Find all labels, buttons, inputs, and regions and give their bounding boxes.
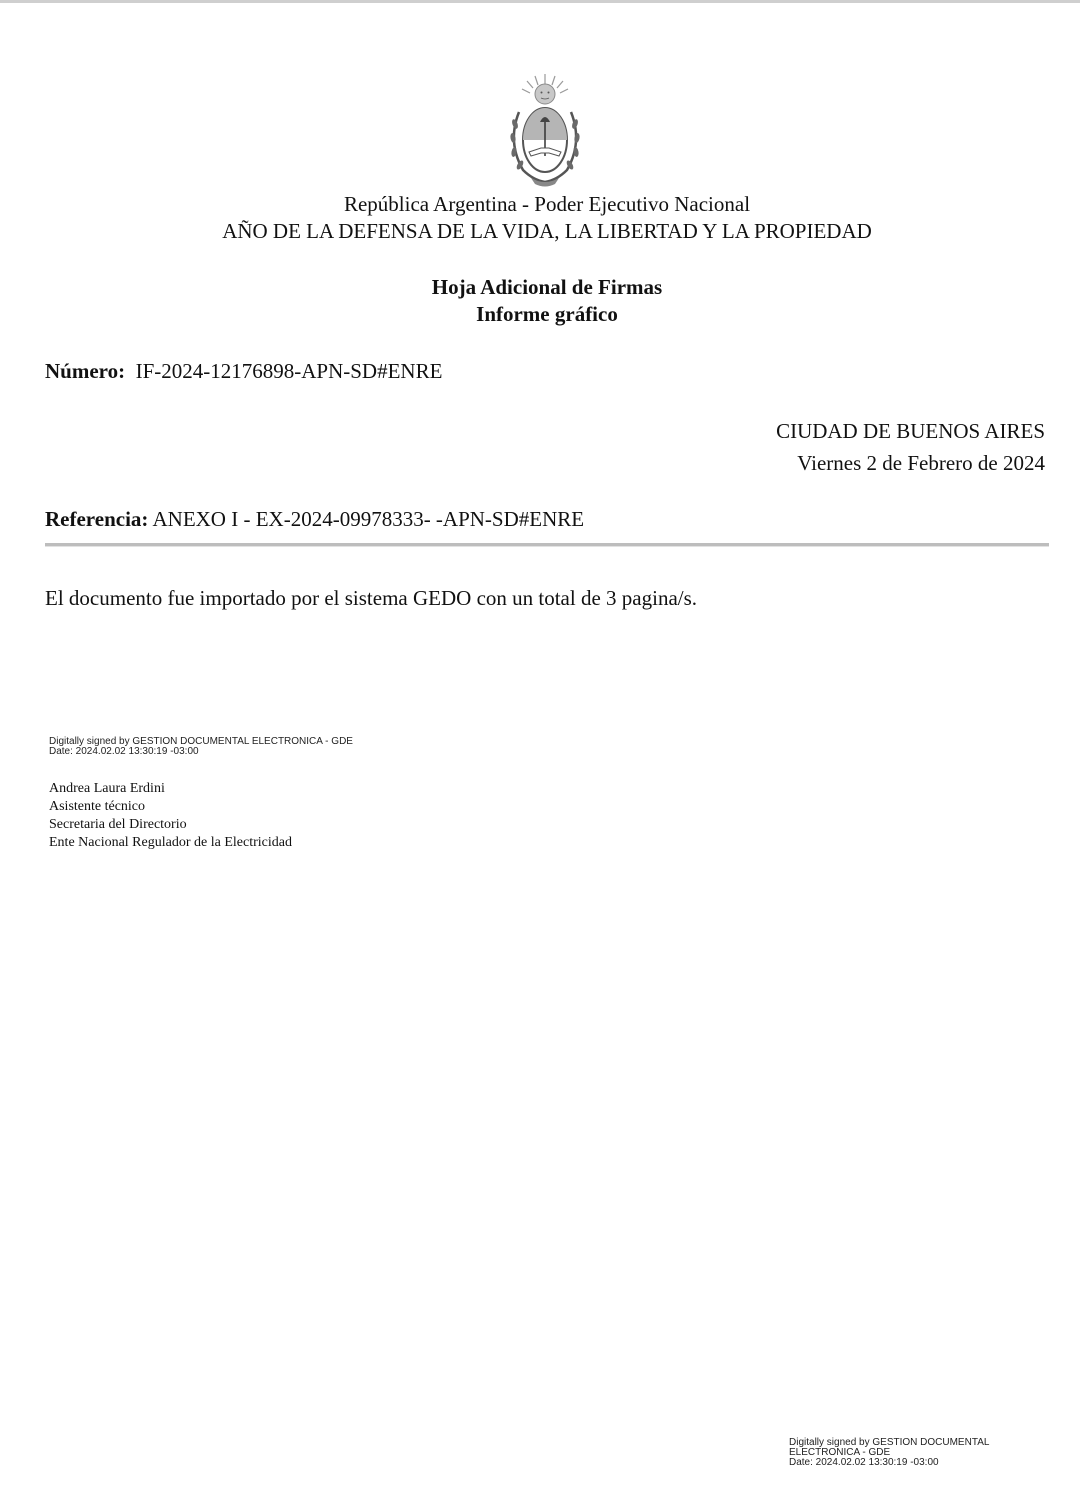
signer-role: Asistente técnico	[49, 799, 146, 814]
date: Viernes 2 de Febrero de 2024	[797, 451, 1045, 475]
signer-office: Secretaria del Directorio	[49, 817, 187, 832]
referencia-value: ANEXO I - EX-2024-09978333- -APN-SD#ENRE	[152, 507, 585, 531]
divider	[45, 543, 1049, 547]
footer-signature-date: Date: 2024.02.02 13:30:19 -03:00	[789, 1457, 939, 1468]
footer-signature-stamp	[789, 1438, 1029, 1468]
city: CIUDAD DE BUENOS AIRES	[776, 419, 1045, 443]
document-title: Hoja Adicional de Firmas	[431, 275, 663, 299]
footer-signature-line-1: Digitally signed by GESTION DOCUMENTAL	[789, 1437, 990, 1448]
signer-name: Andrea Laura Erdini	[49, 781, 165, 796]
numero-value: IF-2024-12176898-APN-SD#ENRE	[135, 359, 443, 383]
document-subtitle: Informe gráfico	[476, 302, 618, 326]
footer-signature-line-2: ELECTRONICA - GDE	[789, 1447, 891, 1458]
signature-signed-by: Digitally signed by GESTION DOCUMENTAL ELECTRONICA - GDE	[49, 736, 353, 747]
signer-block	[49, 780, 292, 852]
body-text: El documento fue importado por el sistema GEDO con un total de 3 pagina/s.	[45, 586, 698, 610]
signer-organization: Ente Nacional Regulador de la Electricidad	[49, 835, 292, 850]
top-border	[0, 0, 1080, 3]
numero-field	[45, 359, 442, 384]
header-year-motto: AÑO DE LA DEFENSA DE LA VIDA, LA LIBERTAD Y LA PROPIEDAD	[222, 219, 872, 243]
referencia-field	[45, 507, 584, 532]
signature-date: Date: 2024.02.02 13:30:19 -03:00	[49, 746, 199, 757]
header-title: República Argentina - Poder Ejecutivo Nacional	[343, 192, 751, 216]
argentine-coat-of-arms-icon	[505, 72, 585, 190]
digital-signature-stamp	[49, 737, 389, 757]
referencia-label: Referencia:	[45, 507, 149, 531]
numero-label: Número:	[45, 359, 126, 383]
